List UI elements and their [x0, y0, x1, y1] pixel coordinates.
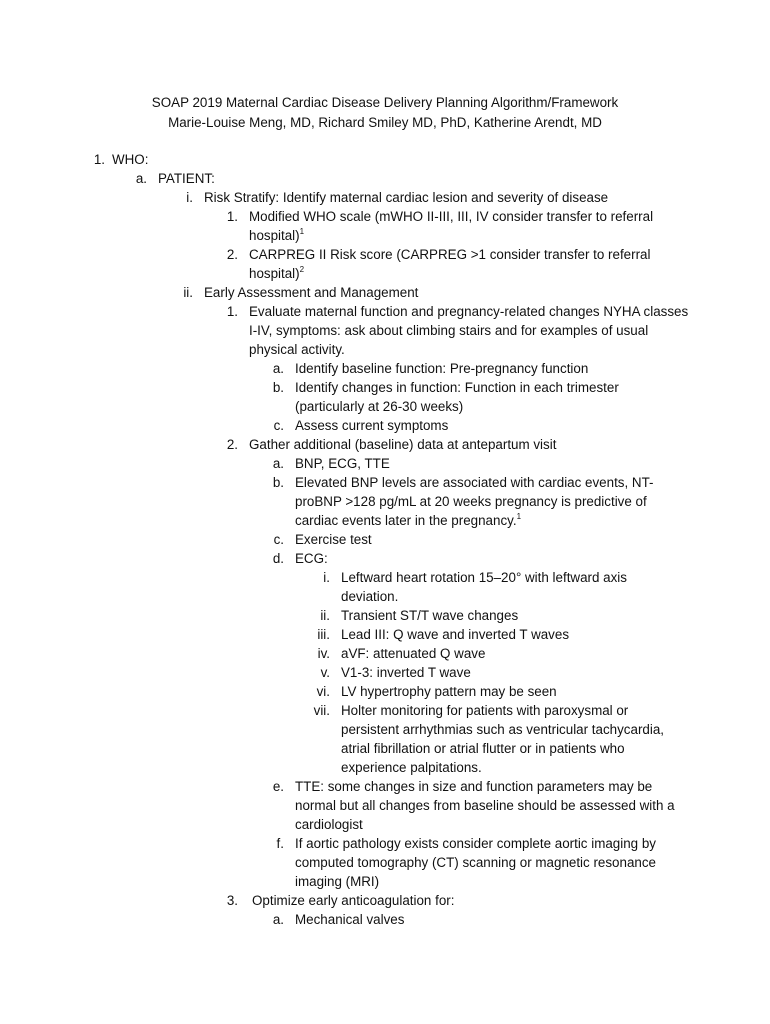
list-item-text: Holter monitoring for patients with paroxysmal or [341, 703, 629, 718]
list-marker: 1. [226, 304, 238, 319]
list-item-text: CARPREG II Risk score (CARPREG >1 consider transfer to referral [249, 247, 651, 262]
list-marker: a. [272, 361, 284, 376]
list-marker: iii. [317, 627, 330, 642]
list-item-text: ECG: [295, 551, 328, 566]
list-item-text: Risk Stratify: Identify maternal cardiac lesion and severity of disease [204, 190, 609, 205]
list-item-text: experience palpitations. [341, 760, 482, 775]
list-item-text: hospital)$^1$ [249, 226, 305, 243]
list-item-text: atrial fibrillation or atrial flutter or in patients who [341, 741, 625, 756]
list-item-text: WHO: [112, 152, 149, 167]
list-marker: vi. [316, 684, 330, 699]
list-marker: e. [272, 779, 284, 794]
list-marker: i. [323, 570, 330, 585]
citation-superscript: 2 [299, 264, 305, 274]
list-item-text: Transient ST/T wave changes [341, 608, 519, 623]
list-item-text: If aortic pathology exists consider complete aortic imaging by [295, 836, 656, 851]
list-item-text: Elevated BNP levels are associated with cardiac events, NT- [295, 475, 654, 490]
list-marker: 1. [226, 209, 238, 224]
list-marker: ii. [183, 285, 193, 300]
list-item-text: deviation. [341, 589, 399, 604]
list-item-text: computed tomography (CT) scanning or magnetic resonance [295, 855, 656, 870]
list-item-text: cardiac events later in the pregnancy.$^1$ [295, 511, 522, 528]
list-item-text: Lead III: Q wave and inverted T waves [341, 627, 570, 642]
list-item-text: Evaluate maternal function and pregnancy-related changes NYHA classes [249, 304, 689, 319]
list-item-text: hospital)$^2$ [249, 264, 305, 281]
list-item-text: Early Assessment and Management [204, 285, 419, 300]
list-marker: b. [272, 475, 284, 490]
list-marker: i. [186, 190, 193, 205]
list-item-text: imaging (MRI) [295, 874, 380, 889]
list-item-text: TTE: some changes in size and function parameters may be [295, 779, 653, 794]
list-marker: c. [273, 532, 284, 547]
document-authors: Marie-Louise Meng, MD, Richard Smiley MD, PhD, Katherine Arendt, MD [168, 115, 602, 130]
list-item-text: persistent arrhythmias such as ventricular tachycardia, [341, 722, 664, 737]
list-marker: iv. [317, 646, 330, 661]
list-item-text: LV hypertrophy pattern may be seen [341, 684, 557, 699]
list-marker: b. [272, 380, 284, 395]
list-marker: a. [135, 171, 147, 186]
list-marker: 2. [226, 247, 238, 262]
list-item-text: (particularly at 26-30 weeks) [295, 399, 464, 414]
list-item-text: Identify changes in function: Function in each trimester [295, 380, 619, 395]
list-item-text: Optimize early anticoagulation for: [252, 893, 455, 908]
list-item-text: BNP, ECG, TTE [295, 456, 390, 471]
list-item-text: aVF: attenuated Q wave [341, 646, 486, 661]
list-item-text: Gather additional (baseline) data at antepartum visit [249, 437, 557, 452]
list-marker: d. [272, 551, 284, 566]
list-marker: 3. [226, 893, 238, 908]
list-marker: 2. [226, 437, 238, 452]
list-marker: 1. [93, 152, 105, 167]
list-marker: vii. [313, 703, 330, 718]
list-item-text: Exercise test [295, 532, 372, 547]
citation-superscript: 1 [299, 226, 305, 236]
document-title: SOAP 2019 Maternal Cardiac Disease Delivery Planning Algorithm/Framework [151, 95, 619, 110]
list-item-text: Identify baseline function: Pre-pregnancy function [295, 361, 589, 376]
list-item-text: cardiologist [295, 817, 363, 832]
list-item-text: Modified WHO scale (mWHO II-III, III, IV consider transfer to referral [249, 209, 654, 224]
list-marker: c. [273, 418, 284, 433]
list-marker: v. [320, 665, 330, 680]
list-item-text: V1-3: inverted T wave [341, 665, 471, 680]
list-marker: ii. [320, 608, 330, 623]
list-item-text: physical activity. [249, 342, 345, 357]
list-marker: a. [272, 456, 284, 471]
list-item-text: I-IV, symptoms: ask about climbing stairs and for examples of usual [249, 323, 649, 338]
citation-superscript: 1 [516, 511, 522, 521]
list-item-text: normal but all changes from baseline should be assessed with a [295, 798, 675, 813]
list-marker: a. [272, 912, 284, 927]
list-item-text: proBNP >128 pg/mL at 20 weeks pregnancy is predictive of [295, 494, 647, 509]
list-item-text: PATIENT: [158, 171, 215, 186]
list-marker: f. [276, 836, 284, 851]
list-item-text: Leftward heart rotation 15–20° with leftward axis [341, 570, 627, 585]
list-item-text: Assess current symptoms [295, 418, 449, 433]
list-item-text: Mechanical valves [295, 912, 405, 927]
